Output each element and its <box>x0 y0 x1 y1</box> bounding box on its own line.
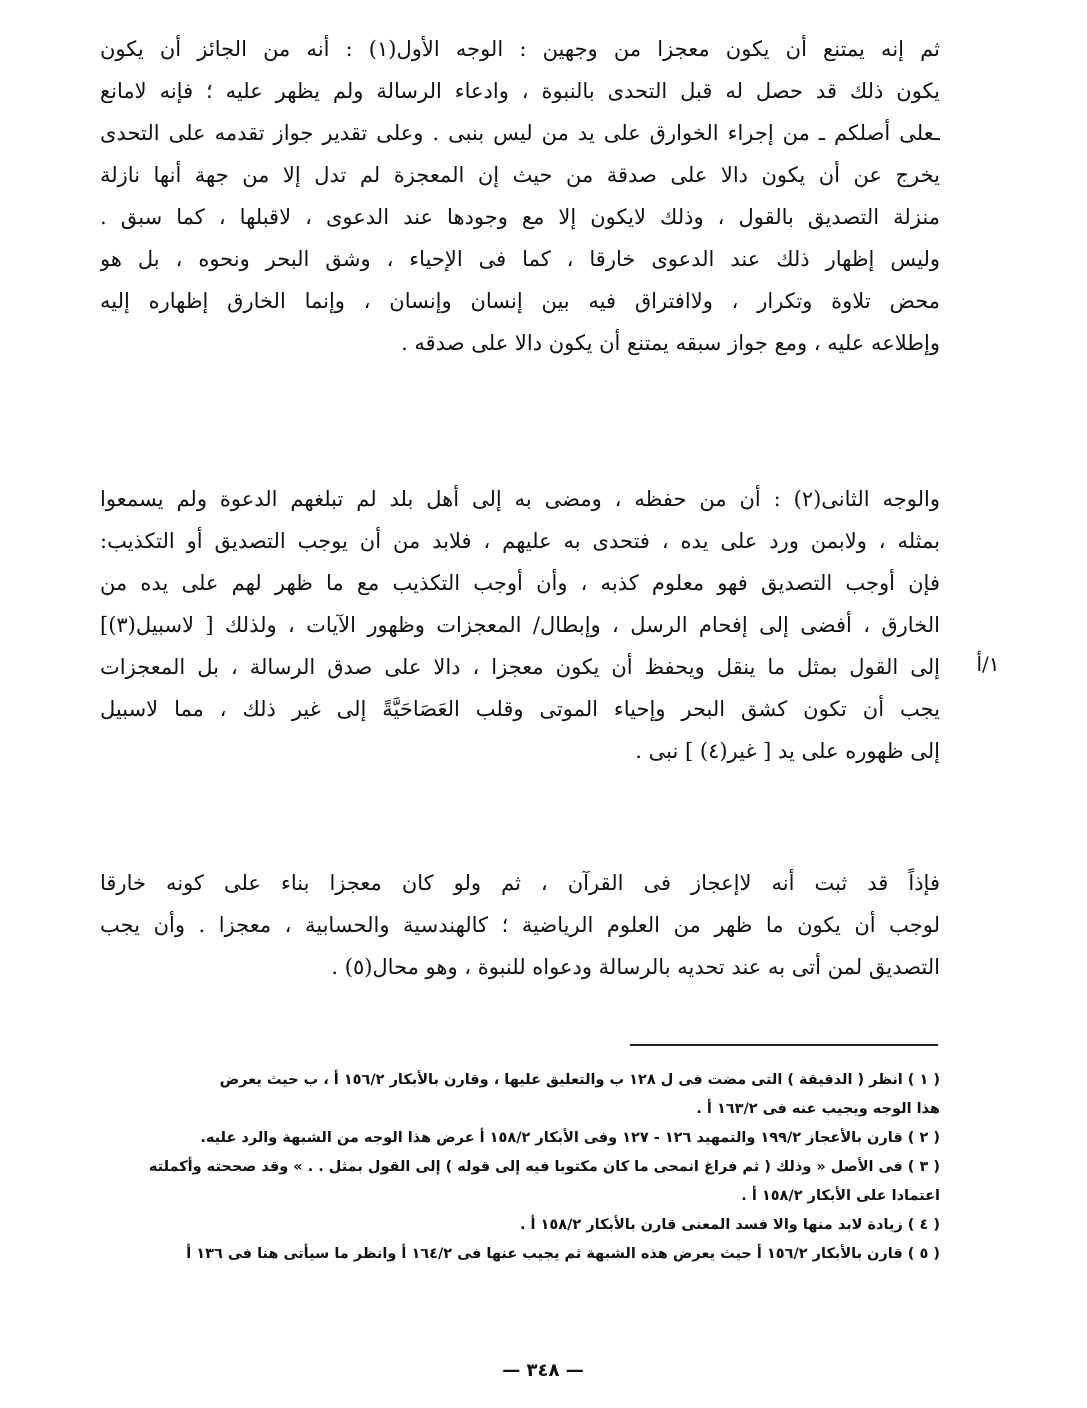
text-line: يكون ذلك قد حصل له قبل التحدى بالنبوة ، وادعاء الرسالة ولم يظهر عليه ؛ فإنه لامانع <box>100 79 940 103</box>
text-line: يخرج عن أن يكون دالا على صدقة من حيث إن المعجزة لم تدل إلا من جهة أنها نازلة <box>100 163 940 187</box>
margin-folio-note: ١/أ <box>976 652 1000 676</box>
text-line: وليس إظهار ذلك عند الدعوى خارقا ، كما فى الإحياء ، وشق البحر ونحوه ، بل هو <box>100 247 940 271</box>
text-line: فإذاً قد ثبت أنه لاإعجاز فى القرآن ، ثم ولو كان معجزا بناء على كونه خارقا <box>100 871 940 895</box>
text-line: فإن أوجب التصديق فهو معلوم كذبه ، وأن أوجب التكذيب مع ما ظهر لهم على يده من <box>100 571 940 595</box>
text-line: والوجه الثانى(٢) : أن من حفظه ، ومضى به إلى أهل بلد لم تبلغهم الدعوة ولم يسمعوا <box>100 487 940 511</box>
text-line: إلى القول بمثل ما ينقل ويحفظ أن يكون معجزا ، دالا على صدق الرسالة ، بل المعجزات <box>100 655 940 679</box>
paragraph-1 <box>100 28 940 364</box>
text-line: منزلة التصديق بالقول ، وذلك لايكون إلا مع وجودها عند الدعوى ، لاقبلها ، كما سبق . <box>100 205 940 229</box>
text-line: بمثله ، ولابمن ورد على يده ، فتحدى به عليهم ، فلابد من أن يوجب التصديق أو التكذيب: <box>100 529 940 553</box>
footnote-line: ( ٢ ) قارن بالأعجاز ١٩٩/٢ والتمهيد ١٢٦ - ١٢٧ وفى الأبكار ١٥٨/٢ أ عرض هذا الوجه من الشبهة والرد عليه. <box>200 1130 940 1146</box>
footnote-line: ( ٥ ) قارن بالأبكار ١٥٦/٢ أ حيث يعرض هذه الشبهة ثم يجيب عنها فى ١٦٤/٢ أ وانظر ما سيأتى هنا فى ١٣٦ أ <box>186 1246 940 1262</box>
text-line: يجب أن تكون كشق البحر وإحياء الموتى وقلب العَصَاحَيَّةً إلى غير ذلك ، مما لاسبيل <box>100 697 940 721</box>
footnote-separator <box>630 1044 938 1046</box>
footnote-line: ( ٤ ) زيادة لابد منها والا فسد المعنى قارن بالأبكار ١٥٨/٢ أ . <box>519 1217 940 1233</box>
text-line: ـعلى أصلكم ـ من إجراء الخوارق على يد من ليس بنبى . وعلى تقدير جواز تقدمه على التحدى <box>100 121 940 145</box>
footnote-line: ( ٣ ) فى الأصل « وذلك ( ثم فراغ انمحى ما كان مكتوبا فيه إلى قوله ) إلى القول بمثل . . » وقد صححته وأكملته <box>148 1159 940 1175</box>
footnote-line: اعتمادا على الأبكار ١٥٨/٢ أ . <box>741 1188 940 1204</box>
page-number: — ٣٤٨ — <box>502 1360 584 1381</box>
text-line: وإطلاعه عليه ، ومع جواز سبقه يمتنع أن يكون دالا على صدقه . <box>401 331 940 355</box>
paragraph-2 <box>100 478 940 772</box>
text-line: الخارق ، أفضى إلى إفحام الرسل ، وإبطال/ المعجزات وظهور الآيات ، ولذلك [ لاسبيل(٣)] <box>100 613 940 637</box>
footnotes <box>100 1066 940 1269</box>
paragraph-3 <box>100 862 940 988</box>
text-line: إلى ظهوره على يد [ غير(٤) ] نبى . <box>635 739 940 763</box>
footnote-line: ( ١ ) انظر ( الدقيقة ) التى مضت فى ل ١٢٨ ب والتعليق عليها ، وقارن بالأبكار ١٥٦/٢ أ ، ب حيث يعرض <box>219 1072 940 1088</box>
text-line: لوجب أن يكون ما ظهر من العلوم الرياضية ؛ كالهندسية والحسابية ، معجزا . وأن يجب <box>100 913 940 937</box>
footnote-line: هذا الوجه ويجيب عنه فى ١٦٣/٢ أ . <box>696 1101 940 1117</box>
text-line: التصديق لمن أتى به عند تحديه بالرسالة ودعواه للنبوة ، وهو محال(٥) . <box>331 955 940 979</box>
text-line: محض تلاوة وتكرار ، ولاافتراق فيه بين إنسان وإنسان ، وإنما الخارق إظهاره إليه <box>100 289 940 313</box>
text-line: ثم إنه يمتنع أن يكون معجزا من وجهين : الوجه الأول(١) : أنه من الجائز أن يكون <box>100 37 940 61</box>
